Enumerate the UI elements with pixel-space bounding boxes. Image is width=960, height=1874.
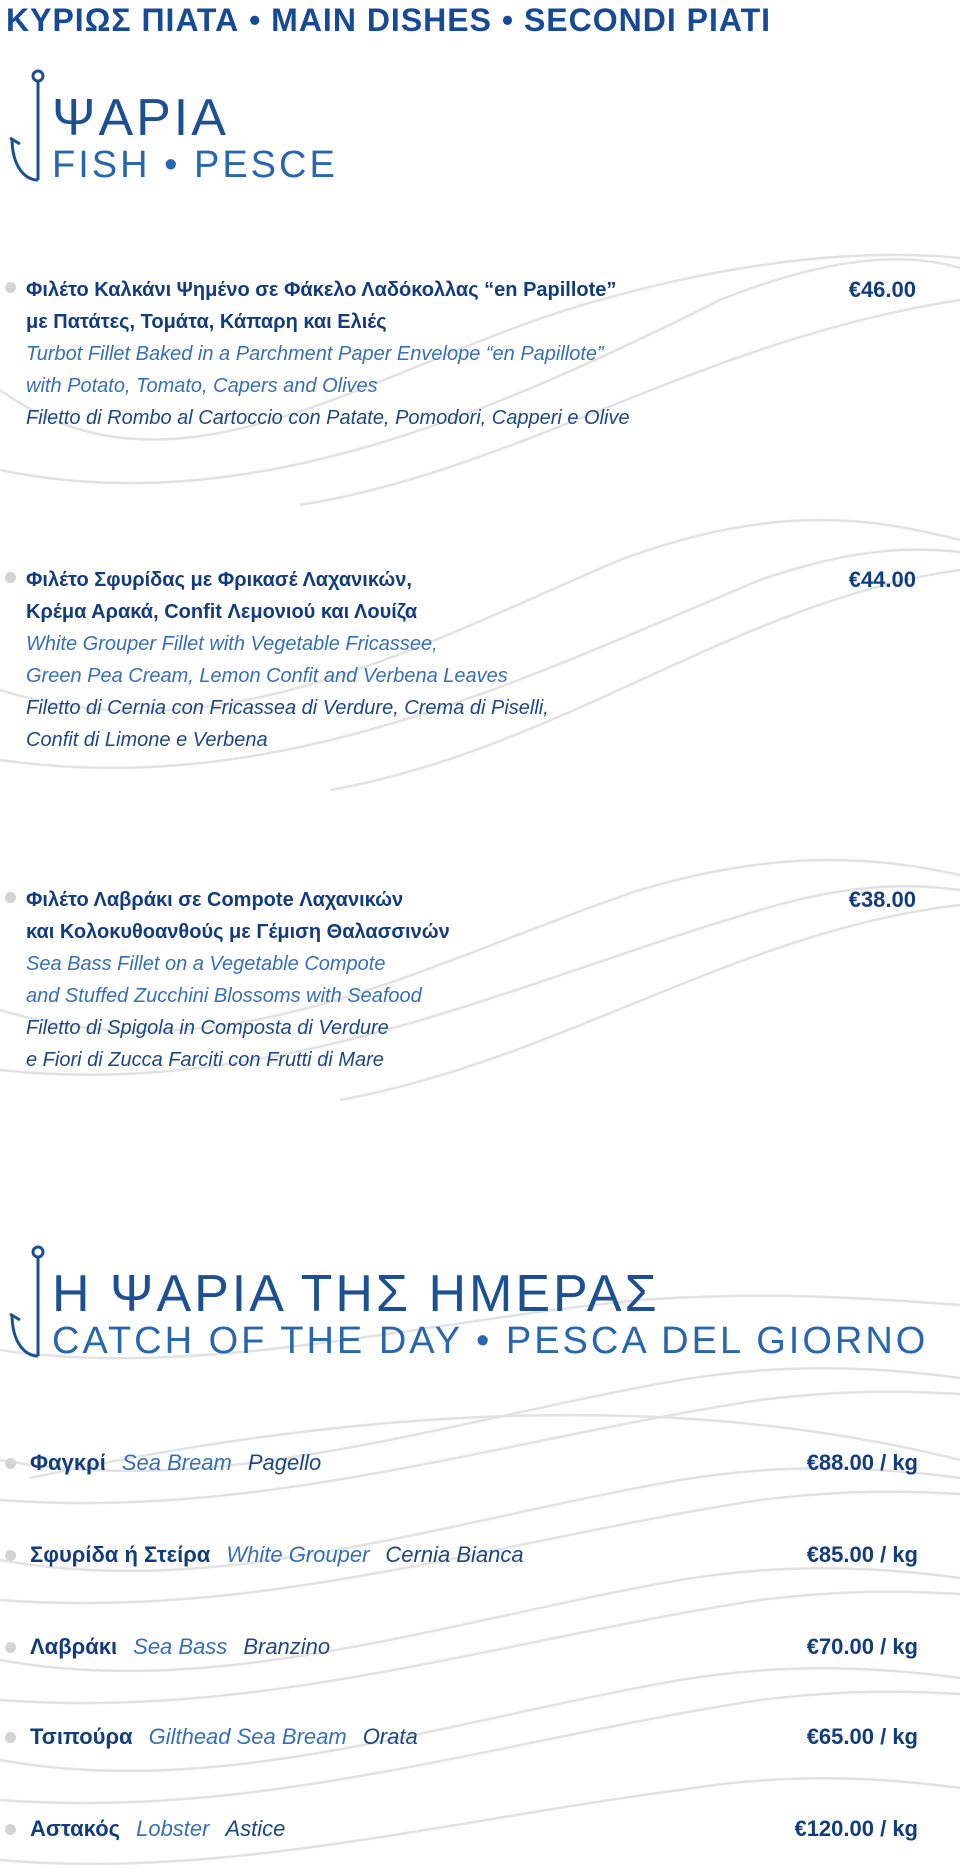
fish-title-english: FISH • PESCE xyxy=(52,144,338,186)
dish-greek-line: Κρέμα Αρακά, Confit Λεμονιού και Λουίζα xyxy=(26,601,418,623)
catch-price: €85.00 / kg xyxy=(806,1542,918,1567)
catch-italian-name: Branzino xyxy=(243,1634,331,1659)
bullet-dot xyxy=(5,572,16,583)
catch-italian-name: Cernia Bianca xyxy=(385,1542,524,1567)
catch-greek-name: Φαγκρί xyxy=(30,1450,106,1475)
dish-price: €46.00 xyxy=(848,277,916,302)
catch-english-name: Gilthead Sea Bream xyxy=(148,1724,347,1749)
dish-greek-line: και Κολοκυθοανθούς με Γέμιση Θαλασσινών xyxy=(26,921,450,943)
catch-title-greek: Η ΨΑΡΙΑ ΤΗΣ ΗΜΕΡΑΣ xyxy=(52,1265,660,1323)
dish-greek-line: Φιλέτο Καλκάνι Ψημένο σε Φάκελο Λαδόκολλας “en Papillote” xyxy=(26,279,617,301)
dish-italian-line: Filetto di Rombo al Cartoccio con Patate, Pomodori, Capperi e Olive xyxy=(26,407,630,429)
catch-price: €88.00 / kg xyxy=(806,1450,918,1475)
fish-section-heading xyxy=(8,68,468,188)
dish-price: €44.00 xyxy=(848,567,916,592)
catch-english-name: White Grouper xyxy=(226,1542,370,1567)
bullet-dot xyxy=(5,1732,16,1743)
dish-italian-line: e Fiori di Zucca Farciti con Frutti di Mare xyxy=(26,1049,384,1071)
bullet-dot xyxy=(5,282,16,293)
catch-english-name: Sea Bream xyxy=(121,1450,232,1475)
catch-price: €65.00 / kg xyxy=(806,1724,918,1749)
dish-greek-line: με Πατάτες, Τομάτα, Κάπαρη και Ελιές xyxy=(26,311,387,333)
catch-item-white-grouper xyxy=(30,1538,918,1572)
dish-italian-line: Confit di Limone e Verbena xyxy=(26,729,268,751)
catch-italian-name: Pagello xyxy=(247,1450,322,1475)
catch-greek-name: Λαβράκι xyxy=(30,1634,118,1659)
dish-grouper xyxy=(26,564,926,756)
dish-greek-line: Φιλέτο Σφυρίδας με Φρικασέ Λαχανικών, xyxy=(26,569,412,591)
dish-italian-line: Filetto di Spigola in Composta di Verdure xyxy=(26,1017,389,1039)
bullet-dot xyxy=(5,1458,16,1469)
bullet-dot xyxy=(5,1824,16,1835)
dish-english-line: Turbot Fillet Baked in a Parchment Paper Envelope “en Papillote” xyxy=(26,343,604,365)
bullet-dot xyxy=(5,1642,16,1653)
anchor-icon xyxy=(8,1244,52,1364)
dish-greek-line: Φιλέτο Λαβράκι σε Compote Λαχανικών xyxy=(26,889,404,911)
catch-title-english: CATCH OF THE DAY • PESCA DEL GIORNO xyxy=(52,1320,929,1362)
menu-page-title: ΚΥΡΙΩΣ ΠΙΑΤΑ • MAIN DISHES • SECONDI PIATI xyxy=(6,2,772,38)
fish-title-greek: ΨΑΡΙΑ xyxy=(52,89,229,147)
bullet-dot xyxy=(5,892,16,903)
catch-item-sea-bream xyxy=(30,1446,918,1480)
catch-item-gilthead-sea-bream xyxy=(30,1720,918,1754)
dish-english-line: with Potato, Tomato, Capers and Olives xyxy=(26,375,378,397)
catch-italian-name: Orata xyxy=(362,1724,418,1749)
catch-price: €120.00 / kg xyxy=(794,1816,918,1841)
catch-price: €70.00 / kg xyxy=(806,1634,918,1659)
catch-english-name: Sea Bass xyxy=(133,1634,228,1659)
anchor-icon xyxy=(8,68,52,188)
catch-greek-name: Αστακός xyxy=(30,1816,121,1841)
catch-greek-name: Σφυρίδα ή Στείρα xyxy=(30,1542,211,1567)
dish-italian-line: Filetto di Cernia con Fricassea di Verdure, Crema di Piselli, xyxy=(26,697,549,719)
catch-italian-name: Astice xyxy=(225,1816,286,1841)
dish-english-line: Sea Bass Fillet on a Vegetable Compote xyxy=(26,953,386,975)
dish-sea-bass xyxy=(26,884,926,1076)
catch-item-sea-bass xyxy=(30,1630,918,1664)
catch-english-name: Lobster xyxy=(136,1816,210,1841)
dish-english-line: Green Pea Cream, Lemon Confit and Verbena Leaves xyxy=(26,665,508,687)
dish-turbot xyxy=(26,274,926,434)
catch-greek-name: Τσιπούρα xyxy=(30,1724,133,1749)
dish-english-line: and Stuffed Zucchini Blossoms with Seafood xyxy=(26,985,422,1007)
catch-section-heading xyxy=(8,1244,929,1364)
dish-english-line: White Grouper Fillet with Vegetable Fricassee, xyxy=(26,633,438,655)
dish-price: €38.00 xyxy=(848,887,916,912)
catch-item-lobster xyxy=(30,1812,918,1846)
bullet-dot xyxy=(5,1550,16,1561)
